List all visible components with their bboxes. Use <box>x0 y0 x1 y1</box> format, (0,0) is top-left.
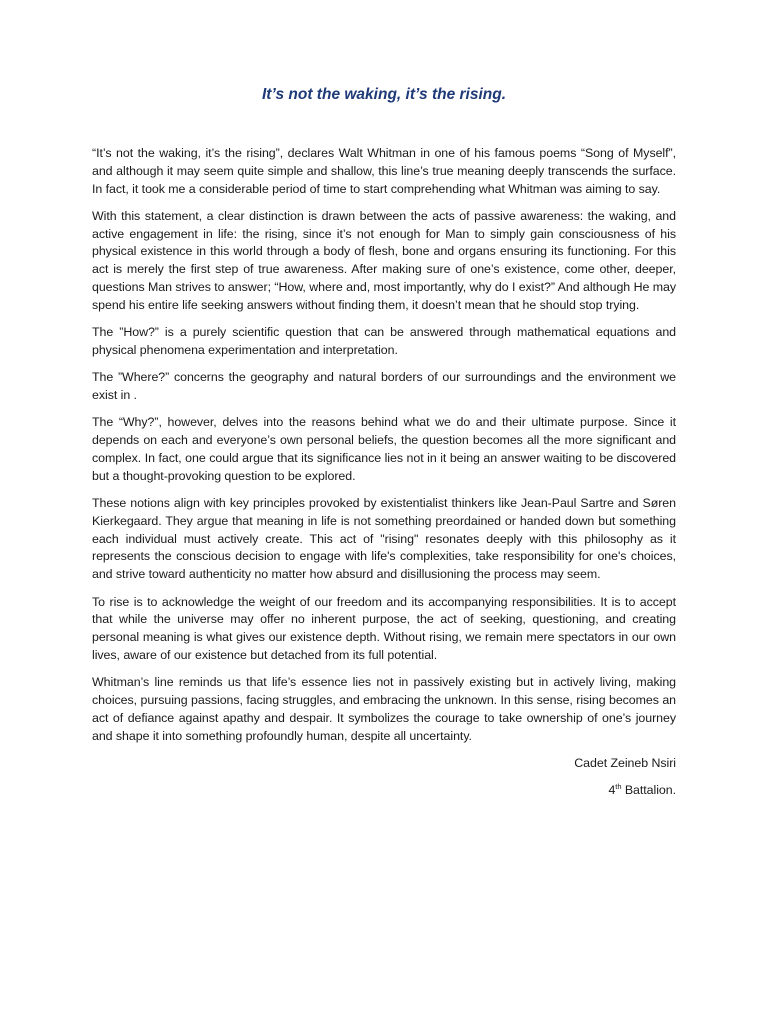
battalion-label: Battalion. <box>621 783 676 798</box>
author-signature: Cadet Zeineb Nsiri <box>574 755 676 770</box>
author-battalion <box>92 782 676 800</box>
paragraph-1: “It’s not the waking, it’s the rising”, declares Walt Whitman in one of his famous poems “Song of Myself”, and although it may seem quite simple and shallow, this line’s true meaning deeply transcends the surface. In fact, it took me a considerable period of time to start comprehending what Whitman was aiming to say. <box>92 146 676 196</box>
paragraph-6: These notions align with key principles provoked by existentialist thinkers like Jean-Paul Sartre and Søren Kierkegaard. They argue that meaning in life is not something preordained or handed down but something each individual must actively create. This act of "rising" resonates deeply with this philosophy as it represents the conscious decision to engage with life's complexities, take responsibility for one's choices, and strive toward authenticity no matter how absurd and disillusioning the process may seem. <box>92 496 676 582</box>
page-title: It’s not the waking, it’s the rising. <box>261 86 507 103</box>
essay-body <box>92 145 676 810</box>
paragraph-8: Whitman’s line reminds us that life’s essence lies not in passively existing but in actively living, making choices, pursuing passions, facing struggles, and embracing the unknown. In this sense, rising becomes an act of defiance against apathy and despair. It symbolizes the courage to take ownership of one’s journey and shape it into something profoundly human, despite all uncertainty. <box>92 675 676 743</box>
paragraph-2: With this statement, a clear distinction is drawn between the acts of passive awareness: the waking, and active engagement in life: the rising, since it’s not enough for Man to simply gain consciousness of his physical existence in this world through a body of flesh, bone and organs ensuring its functioning. For this act is merely the first step of true awareness. After making sure of one’s existence, come other, deeper, questions Man strives to answer; “How, where and, most importantly, why do I exist?” And although He may spend his entire life seeking answers without finding them, it doesn’t mean that he should stop trying. <box>92 208 676 312</box>
paragraph-3: The ”How?” is a purely scientific question that can be answered through mathematical equations and physical phenomena experimentation and interpretation. <box>92 325 676 357</box>
battalion-ordinal-suffix: th <box>615 782 622 792</box>
paragraph-7: To rise is to acknowledge the weight of our freedom and its accompanying responsibilities. It is to accept that while the universe may offer no inherent purpose, the act of seeking, questioning, and creating personal meaning is what gives our existence depth. Without rising, we remain mere spectators in our own lives, aware of our existence but detached from its full potential. <box>92 594 676 662</box>
paragraph-5: The “Why?”, however, delves into the reasons behind what we do and their ultimate purpose. Since it depends on each and everyone’s own personal beliefs, the question becomes all the more significant and complex. In fact, one could argue that its significance lies not in it being an answer waiting to be discovered but a thought-provoking question to be explored. <box>92 415 676 483</box>
battalion-number: 4 <box>608 783 616 798</box>
paragraph-4: The ”Where?” concerns the geography and natural borders of our surroundings and the environment we exist in . <box>92 370 676 403</box>
